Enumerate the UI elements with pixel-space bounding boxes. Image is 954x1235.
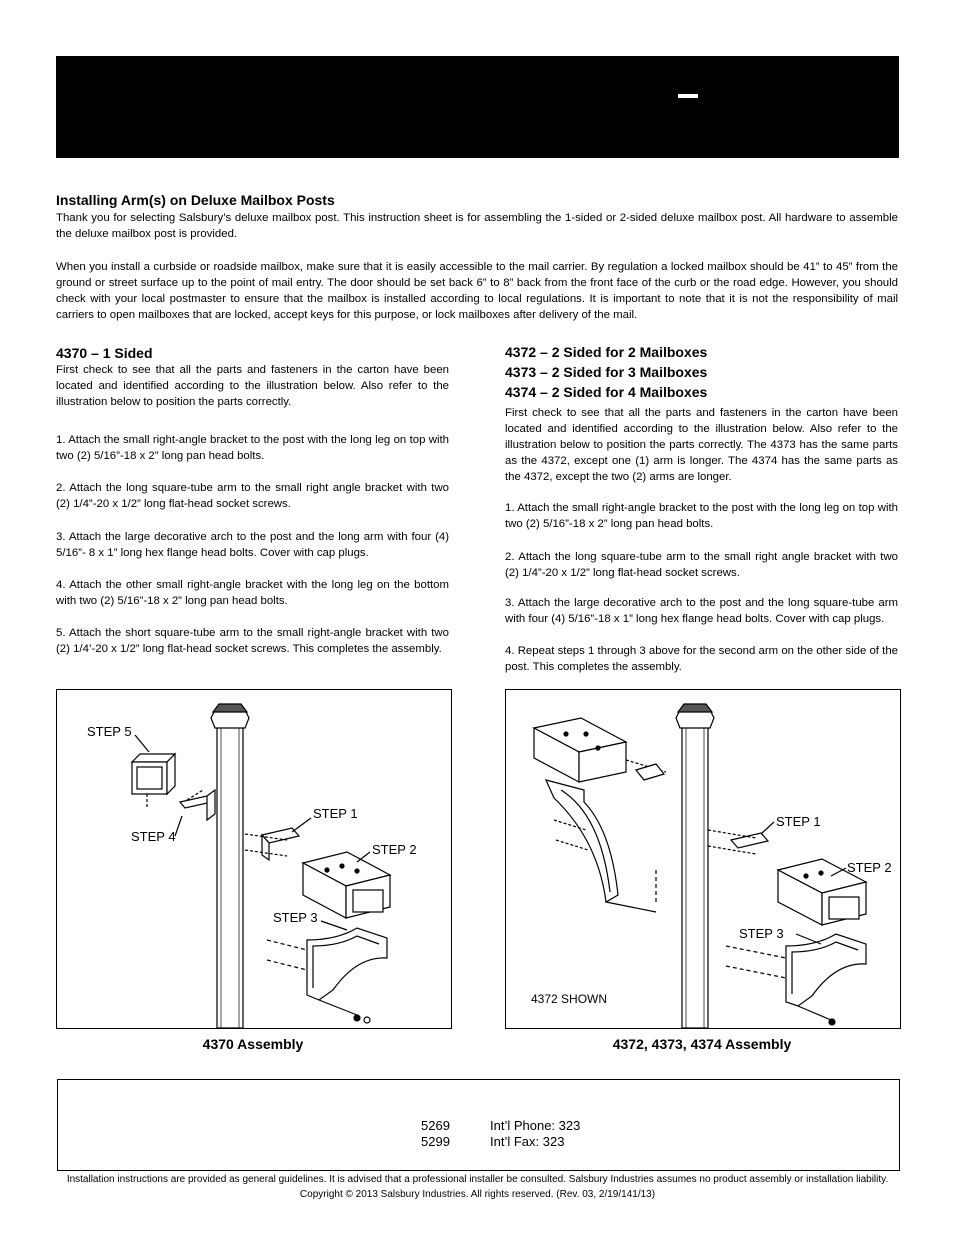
section-4370-title: 4370 – 1 Sided: [56, 345, 153, 361]
section-4372-step-1: 1. Attach the small right-angle bracket to the post with the long leg on top with two (2) 5/16”-18 x 2” long pan head bolts.: [505, 502, 898, 530]
intro-paragraph-2: When you install a curbside or roadside mailbox, make sure that it is easily accessible to the mail carrier. By regulation a locked mailbox should be 41” to 45” from the ground or street surface up to the point of mail entry. The door should be set back 6” to 8” back from the front face of the curb or the road edge. However, you should check with your local postmaster to ensure that the mailbox is installed according to local regulations. It is important to note that it is not the responsibility of mail carriers to open mailboxes that are locked, accept keys for this purpose, or lock mailboxes after delivery of the mail.: [56, 261, 898, 321]
label-step-3: STEP 3: [739, 926, 784, 941]
post-drawing: [676, 704, 714, 1028]
section-4372-step-4: 4. Repeat steps 1 through 3 above for the second arm on the other side of the post. This completes the assembly.: [505, 645, 898, 673]
bracket-step1-drawing: [245, 828, 299, 860]
label-step-5: STEP 5: [87, 724, 132, 739]
section-4372-intro: First check to see that all the parts and fasteners in the carton have been located and identified according to the illustration below. Also refer to the illustration below to position the parts correctly. The 4373 has the same parts as the 4372, except one (1) arm is longer. The 4374 has the same parts as the 4372, except the two (2) arms are longer.: [505, 407, 898, 483]
label-step-4: STEP 4: [131, 829, 176, 844]
section-4372-step-2: 2. Attach the long square-tube arm to the small right angle bracket with two (2) 1/4”-20 x 1/2” long flat-head socket screws.: [505, 551, 898, 579]
section-4370-step-5: 5. Attach the short square-tube arm to the small right-angle bracket with two (2) 1/4’-20 x 1/2” long flat-head socket screws. This completes the assembly.: [56, 627, 449, 655]
long-arm-drawing: [303, 852, 390, 918]
label-step-1: STEP 1: [776, 814, 821, 829]
label-step-1: STEP 1: [313, 806, 358, 821]
section-4374-title: 4374 – 2 Sided for 4 Mailboxes: [505, 384, 708, 400]
section-4373-title: 4373 – 2 Sided for 3 Mailboxes: [505, 364, 708, 380]
intro-heading: Installing Arm(s) on Deluxe Mailbox Posts: [56, 192, 335, 208]
section-4372-step-3: 3. Attach the large decorative arch to the post and the long square-tube arm with four (4) 5/16”-18 x 1” long hex flange head bolts. Cover with cap plugs.: [505, 597, 898, 625]
contact-box: [57, 1079, 900, 1171]
figure-4372-drawing: [506, 690, 900, 1028]
section-4370-step-2: 2. Attach the long square-tube arm to the small right angle bracket with two (2) 1/4”-20 x 1/2” long flat-head socket screws.: [56, 482, 449, 510]
disclaimer: Installation instructions are provided as general guidelines. It is advised that a professional installer be consulted. Salsbury Industries assumes no product assembly or installation liability.: [66, 1174, 889, 1185]
section-4370-step-3: 3. Attach the large decorative arch to the post and the long arm with four (4) 5/16”- 8 x 1” long hex flange head bolts. Cover with cap plugs.: [56, 531, 449, 559]
intl-fax: Int’l Fax: 323: [490, 1134, 565, 1149]
bracket-step4-drawing: [180, 790, 215, 820]
section-4370-step-1: 1. Attach the small right-angle bracket to the post with the long leg on top with two (2) 5/16”-18 x 2” long pan head bolts.: [56, 434, 449, 462]
label-step-3: STEP 3: [273, 910, 318, 925]
label-step-2: STEP 2: [847, 860, 892, 875]
section-4370-step-4: 4. Attach the other small right-angle bracket with the long leg on the bottom with two (2) 5/16”-18 x 2” long pan head bolts.: [56, 579, 449, 607]
figure-4370-caption: 4370 Assembly: [202, 1036, 304, 1052]
left-arch-drawing: [546, 780, 656, 912]
section-4370-intro: First check to see that all the parts and fasteners in the carton have been located and identified according to the illustration below. Also refer to the illustration below to position the parts correctly.: [56, 364, 449, 408]
left-bracket-drawing: [636, 764, 664, 780]
intl-phone: Int’l Phone: 323: [490, 1118, 581, 1133]
figure-4370-drawing: [57, 690, 451, 1028]
banner-dash: [678, 94, 698, 98]
post-drawing: [211, 704, 249, 1028]
figure-4370-assembly: [56, 689, 452, 1029]
fax-code: 5299: [421, 1134, 450, 1149]
phone-code: 5269: [421, 1118, 450, 1133]
section-4372-title: 4372 – 2 Sided for 2 Mailboxes: [505, 344, 708, 360]
right-arch-drawing: [726, 934, 866, 1025]
short-arm-drawing: [132, 754, 175, 808]
right-bracket-drawing: [708, 830, 768, 854]
copyright: Copyright © 2013 Salsbury Industries. All rights reserved. (Rev. 03, 2/19/141/13): [299, 1189, 656, 1200]
label-step-2: STEP 2: [372, 842, 417, 857]
arch-drawing: [267, 928, 387, 1023]
label-4372-shown: 4372 SHOWN: [531, 992, 608, 1006]
title-banner: [56, 56, 899, 158]
intro-paragraph-1: Thank you for selecting Salsbury’s deluxe mailbox post. This instruction sheet is for assembling the 1-sided or 2-sided deluxe mailbox post. All hardware to assemble the deluxe mailbox post is provided.: [56, 212, 898, 240]
figure-4372-assembly: [505, 689, 901, 1029]
figure-4372-caption: 4372, 4373, 4374 Assembly: [612, 1036, 792, 1052]
